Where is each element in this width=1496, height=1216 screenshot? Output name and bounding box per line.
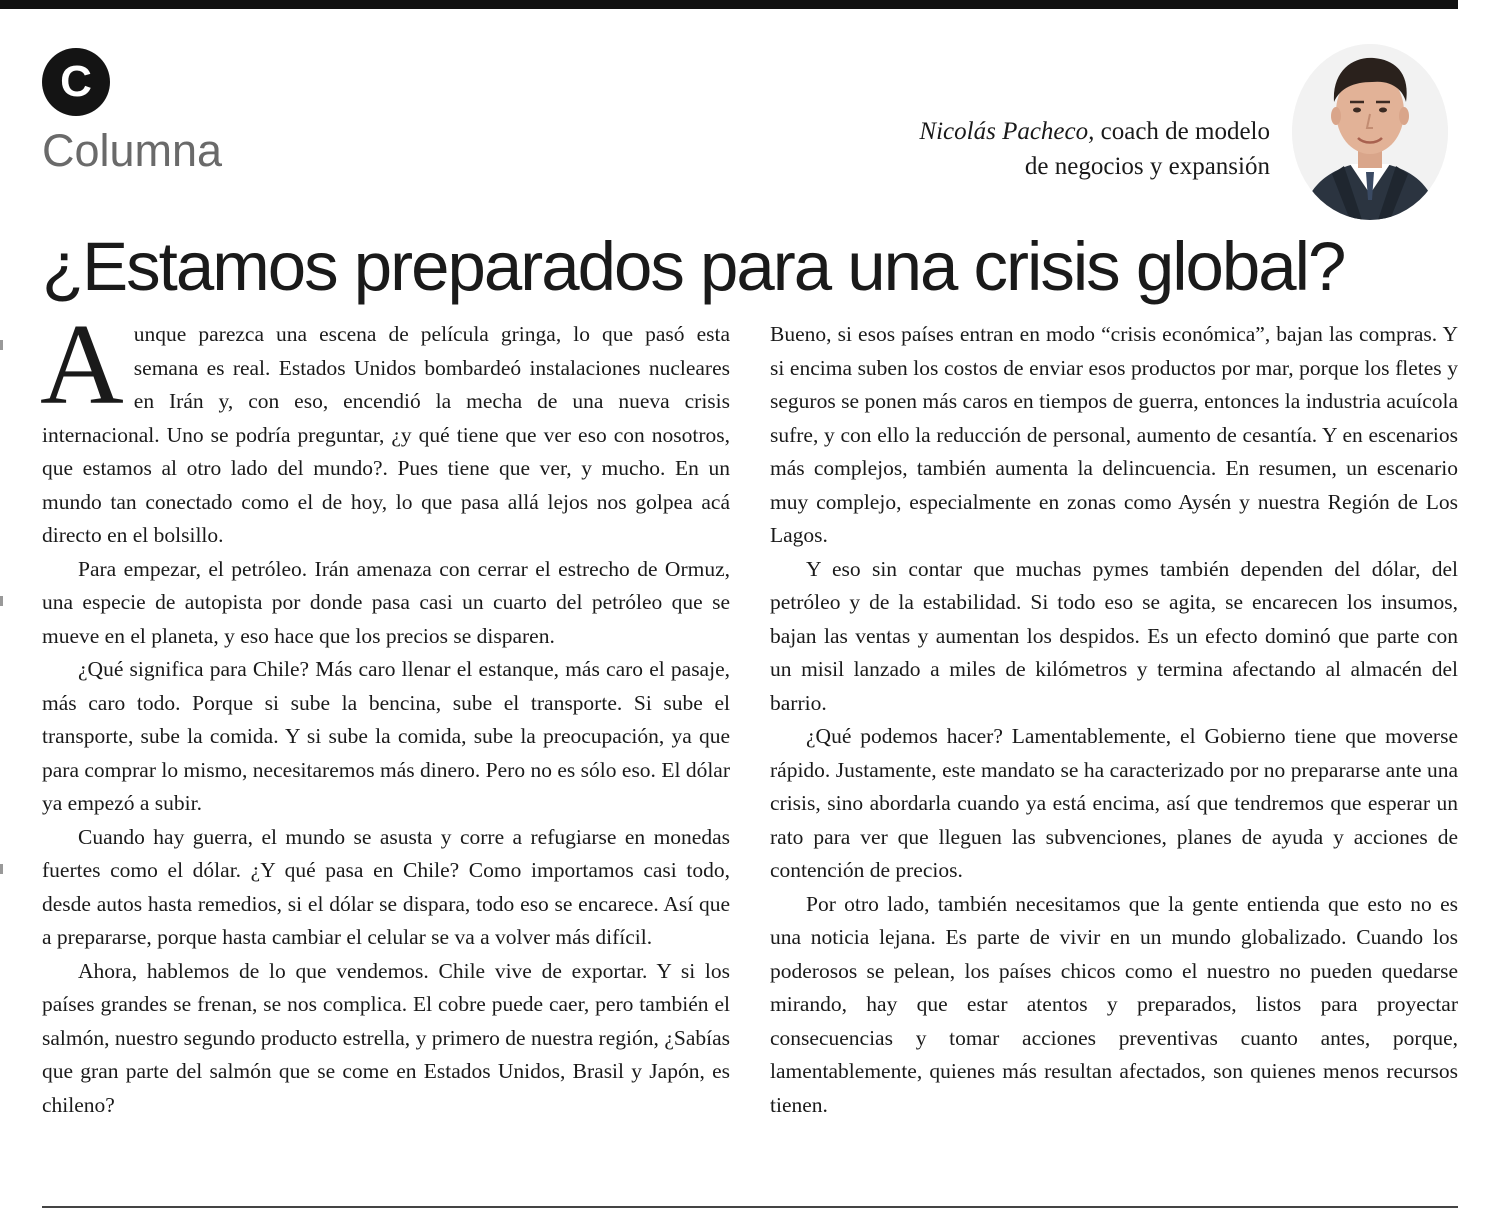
paragraph-text: unque parezca una escena de película gringa, lo que pasó esta semana es real. Estados Unidos bombardeó instalaciones nucleares en Irán y, con eso, encendió la mecha de una nueva crisis internacional. Uno se podría preguntar, ¿y qué tiene que ver eso con nosotros, que estamos al otro lado del mundo?. Pues tiene que ver, y mucho. En un mundo tan conectado como el de hoy, lo que pasa allá lejos nos golpea acá directo en el bolsillo. bbox=[42, 322, 730, 547]
paragraph bbox=[40, 301, 730, 553]
paragraph: Ahora, hablemos de lo que vendemos. Chile vive de exportar. Y si los países grandes se frenan, se nos complica. El cobre puede caer, pero también el salmón, nuestro segundo producto estrella, y primero de nuestra región, ¿Sabías que gran parte del salmón que se come en Estados Unidos, Brasil y Japón, es chileno? bbox=[42, 958, 730, 1117]
article-column-left bbox=[40, 301, 730, 1122]
byline-line-1 bbox=[919, 114, 1270, 149]
margin-mark bbox=[0, 864, 3, 874]
bottom-rule bbox=[42, 1206, 1458, 1208]
article-column-right bbox=[770, 318, 1458, 1122]
author-name: Nicolás Pacheco, bbox=[919, 118, 1095, 145]
author-role: coach de modelo bbox=[1094, 118, 1270, 145]
paragraph: Bueno, si esos países entran en modo “crisis económica”, bajan las compras. Y si encima suben los costos de enviar esos productos por mar, porque los fletes y seguros se ponen más caros en tiempos de guerra, entonces la industria acuícola sufre, y con ello la reducción de personal, aumento de cesantía. Y en escenarios más complejos, también aumenta la delincuencia. En resumen, un escenario muy complejo, especialmente en zonas como Aysén y nuestra Región de Los Lagos. bbox=[770, 322, 1458, 547]
paragraph: Y eso sin contar que muchas pymes también dependen del dólar, del petróleo y de la estabilidad. Si todo eso se agita, se encarecen los insumos, bajan las ventas y aumentan los despidos. Es un efecto dominó que parte con un misil lanzado a miles de kilómetros y termina afectando al almacén del barrio. bbox=[770, 556, 1458, 715]
paragraph: Cuando hay guerra, el mundo se asusta y corre a refugiarse en monedas fuertes como el dólar. ¿Y qué pasa en Chile? Como importamos casi todo, desde autos hasta remedios, si el dólar se dispara, todo eso se encarece. Así que a prepararse, porque hasta cambiar el celular se va a volver más difícil. bbox=[42, 824, 730, 949]
byline bbox=[919, 114, 1270, 184]
margin-mark bbox=[0, 596, 3, 606]
section-badge: C bbox=[42, 48, 110, 116]
drop-cap: A bbox=[40, 301, 124, 429]
paragraph: Por otro lado, también necesitamos que la gente entienda que esto no es una noticia lejana. Es parte de vivir en un mundo globalizado. Cuando los poderosos se pelean, los países chicos como el nuestro no pueden quedarse mirando, hay que estar atentos y preparados, listos para proyectar consecuencias y tomar acciones preventivas cuanto antes, porque, lamentablemente, quienes más resultan afectados, son quienes menos recursos tienen. bbox=[770, 891, 1458, 1117]
top-rule bbox=[0, 0, 1458, 9]
paragraph: ¿Qué significa para Chile? Más caro llenar el estanque, más caro el pasaje, más caro todo. Porque si sube la bencina, sube el transporte. Si sube el transporte, sube la comida. Y si sube la comida, sube la preocupación, ya que para comprar lo mismo, necesitaremos más dinero. Pero no es sólo eso. El dólar ya empezó a subir. bbox=[42, 657, 730, 815]
author-portrait-icon bbox=[1292, 44, 1448, 220]
headline: ¿Estamos preparados para una crisis global? bbox=[42, 228, 1345, 305]
author-role-continued: de negocios y expansión bbox=[1024, 153, 1270, 180]
paragraph: ¿Qué podemos hacer? Lamentablemente, el Gobierno tiene que moverse rápido. Justamente, este mandato se ha caracterizado por no prepararse ante una crisis, sino abordarla cuando ya está encima, así que tendremos que esperar un rato para ver que lleguen las subvenciones, planes de ayuda y acciones de contención de precios. bbox=[770, 724, 1458, 882]
margin-mark bbox=[0, 340, 3, 350]
section-label: Columna bbox=[42, 125, 223, 176]
paragraph: Para empezar, el petróleo. Irán amenaza con cerrar el estrecho de Ormuz, una especie de autopista por donde pasa casi un cuarto del petróleo que se mueve en el planeta, y eso hace que los precios se disparen. bbox=[42, 556, 730, 648]
portrait-illustration bbox=[1292, 44, 1448, 220]
